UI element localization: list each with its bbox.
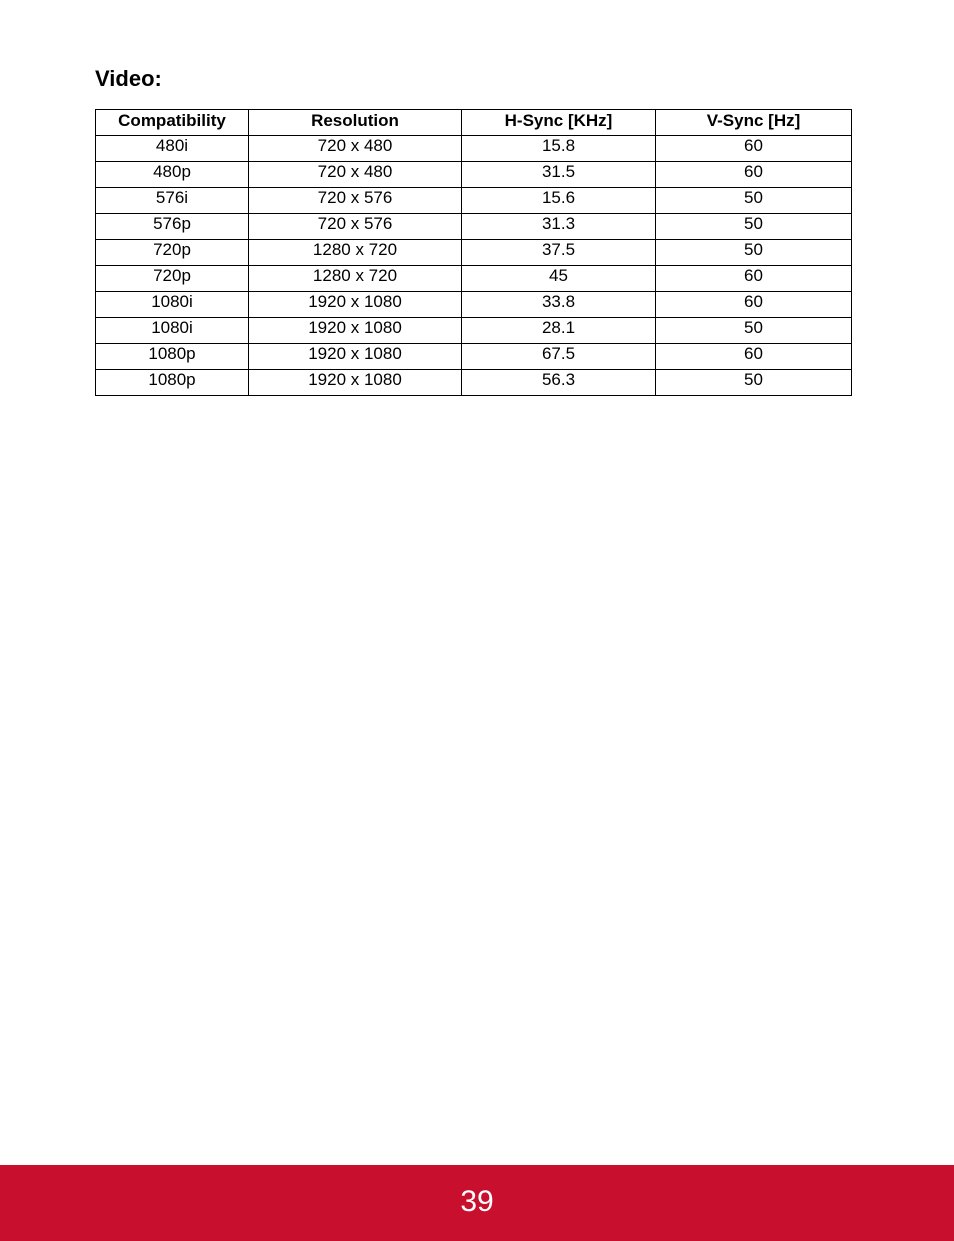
cell-h-sync: 33.8 bbox=[462, 292, 656, 318]
cell-resolution: 1920 x 1080 bbox=[249, 344, 462, 370]
table-row bbox=[96, 136, 852, 162]
cell-compatibility: 1080i bbox=[96, 318, 249, 344]
cell-v-sync: 50 bbox=[656, 318, 852, 344]
header-h-sync: H-Sync [KHz] bbox=[462, 110, 656, 136]
cell-compatibility: 576p bbox=[96, 214, 249, 240]
cell-resolution: 1280 x 720 bbox=[249, 266, 462, 292]
video-compatibility-table bbox=[95, 109, 852, 396]
cell-compatibility: 1080i bbox=[96, 292, 249, 318]
cell-h-sync: 37.5 bbox=[462, 240, 656, 266]
cell-h-sync: 56.3 bbox=[462, 370, 656, 396]
cell-compatibility: 1080p bbox=[96, 370, 249, 396]
cell-resolution: 720 x 576 bbox=[249, 188, 462, 214]
cell-v-sync: 50 bbox=[656, 370, 852, 396]
table-row bbox=[96, 344, 852, 370]
section-title: Video: bbox=[95, 66, 162, 91]
page-number: 39 bbox=[460, 1185, 494, 1218]
cell-resolution: 720 x 480 bbox=[249, 162, 462, 188]
table-row bbox=[96, 370, 852, 396]
cell-resolution: 1280 x 720 bbox=[249, 240, 462, 266]
cell-compatibility: 720p bbox=[96, 240, 249, 266]
table-row bbox=[96, 162, 852, 188]
cell-v-sync: 60 bbox=[656, 266, 852, 292]
cell-h-sync: 45 bbox=[462, 266, 656, 292]
cell-compatibility: 576i bbox=[96, 188, 249, 214]
table-row bbox=[96, 188, 852, 214]
cell-resolution: 720 x 576 bbox=[249, 214, 462, 240]
cell-v-sync: 50 bbox=[656, 214, 852, 240]
header-resolution: Resolution bbox=[249, 110, 462, 136]
cell-compatibility: 480i bbox=[96, 136, 249, 162]
cell-h-sync: 28.1 bbox=[462, 318, 656, 344]
cell-resolution: 1920 x 1080 bbox=[249, 370, 462, 396]
cell-h-sync: 67.5 bbox=[462, 344, 656, 370]
cell-compatibility: 480p bbox=[96, 162, 249, 188]
cell-v-sync: 60 bbox=[656, 292, 852, 318]
table-row bbox=[96, 318, 852, 344]
cell-h-sync: 15.6 bbox=[462, 188, 656, 214]
header-v-sync: V-Sync [Hz] bbox=[656, 110, 852, 136]
footer-bar bbox=[0, 1165, 954, 1241]
cell-v-sync: 60 bbox=[656, 136, 852, 162]
cell-v-sync: 50 bbox=[656, 188, 852, 214]
cell-v-sync: 60 bbox=[656, 162, 852, 188]
table-row bbox=[96, 240, 852, 266]
table-header-row bbox=[96, 110, 852, 136]
header-compatibility: Compatibility bbox=[96, 110, 249, 136]
table-row bbox=[96, 292, 852, 318]
cell-compatibility: 1080p bbox=[96, 344, 249, 370]
cell-resolution: 720 x 480 bbox=[249, 136, 462, 162]
cell-h-sync: 31.5 bbox=[462, 162, 656, 188]
cell-compatibility: 720p bbox=[96, 266, 249, 292]
cell-v-sync: 60 bbox=[656, 344, 852, 370]
cell-resolution: 1920 x 1080 bbox=[249, 292, 462, 318]
cell-h-sync: 15.8 bbox=[462, 136, 656, 162]
cell-h-sync: 31.3 bbox=[462, 214, 656, 240]
cell-resolution: 1920 x 1080 bbox=[249, 318, 462, 344]
cell-v-sync: 50 bbox=[656, 240, 852, 266]
table-row bbox=[96, 266, 852, 292]
table-row bbox=[96, 214, 852, 240]
